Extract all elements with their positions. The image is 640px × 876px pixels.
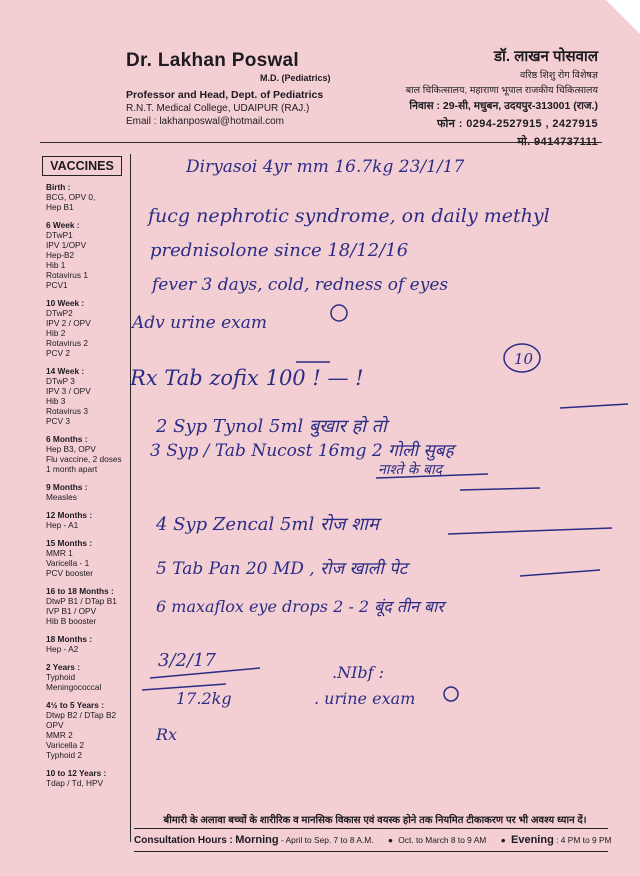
hindi-hospital: बाल चिकित्सालय, महाराणा भूपाल राजकीय चिकित्सालय xyxy=(405,85,598,96)
vaccine-item: Hib 3 xyxy=(46,396,66,406)
vaccine-age-heading: 10 Week : xyxy=(46,298,85,308)
vaccine-item: Hep B1 xyxy=(46,202,74,212)
doctor-name: Dr. Lakhan Poswal xyxy=(126,50,299,71)
hindi-address: निवास : 29-सी, मधुबन, उदयपुर-313001 (राज.) xyxy=(409,100,598,112)
vaccine-item: Varicella - 1 xyxy=(46,558,90,568)
vaccines-title: VACCINES xyxy=(42,156,122,176)
rx-line-med-3: 3 Syp / Tab Nucost 16mg 2 गोली सुबह xyxy=(150,441,454,461)
vaccine-item: DTwP 3 xyxy=(46,376,75,386)
vaccine-item: Varicella 2 xyxy=(46,740,85,750)
vaccine-age-heading: 6 Months : xyxy=(46,434,88,444)
followup-note: .NIbf : xyxy=(332,663,385,682)
vaccine-item: Dtwp B2 / DTap B2 xyxy=(46,710,117,720)
hindi-doctor-name: डॉ. लाखन पोसवाल xyxy=(493,48,598,65)
underline-mark-1 xyxy=(560,404,628,408)
vaccine-item: Hep - A2 xyxy=(46,644,79,654)
consultation-hours xyxy=(134,828,612,852)
morning-hours-2: Oct. to March 8 to 9 AM xyxy=(398,835,487,845)
rx-line-med-4: 4 Syp Zencal 5ml रोज शाम xyxy=(156,514,379,535)
vaccine-age-heading: Birth : xyxy=(46,182,71,192)
doctor-degree: M.D. (Pediatrics) xyxy=(260,73,331,83)
vaccine-item: DTwP1 xyxy=(46,230,73,240)
doctor-email: Email : lakhanposwal@hotmail.com xyxy=(126,116,284,127)
vaccine-age-heading: 16 to 18 Months : xyxy=(46,586,114,596)
vaccine-age-heading: 14 Week : xyxy=(46,366,85,376)
vaccine-item: Typhoid 2 xyxy=(46,750,82,760)
vaccine-item: MMR 2 xyxy=(46,730,73,740)
vaccine-item: Tdap / Td, HPV xyxy=(46,778,104,788)
vaccine-item: IPV 2 / OPV xyxy=(46,318,91,328)
vaccine-item: Rotavirus 2 xyxy=(46,338,88,348)
evening-label: Evening xyxy=(511,834,554,846)
rx-line-history: prednisolone since 18/12/16 xyxy=(150,240,409,261)
vaccine-item: Hib 2 xyxy=(46,328,66,338)
morning-hours-1: - April to Sep. 7 to 8 A.M. xyxy=(280,835,374,845)
vaccine-item: DtwP B1 / DTap B1 xyxy=(46,596,117,606)
doctor-post: Professor and Head, Dept. of Pediatrics xyxy=(126,89,324,101)
underline-mark-3 xyxy=(460,488,540,490)
footer-note: बीमारी के अलावा बच्चों के शारीरिक व मानसिक विकास एवं वयस्क होने तक नियमित टीकाकरण पर भी अवश्य ध्यान दें। xyxy=(163,815,587,826)
vaccine-item: IPV 3 / OPV xyxy=(46,386,91,396)
hindi-title: वरिष्ठ शिशु रोग विशेषज्ञ xyxy=(520,70,598,81)
vaccine-item: Rotavirus 3 xyxy=(46,406,88,416)
bullet-dot: ● xyxy=(387,835,393,845)
vaccine-item: IPV 1/OPV xyxy=(46,240,87,250)
vaccine-item: Hep - A1 xyxy=(46,520,79,530)
rx-line-diagnosis: fucg nephrotic syndrome, on daily methyl xyxy=(148,205,550,227)
vaccine-age-heading: 2 Years : xyxy=(46,662,80,672)
followup-weight: 17.2kg xyxy=(176,689,232,708)
hindi-mobile: मो. 9414737111 xyxy=(517,136,598,148)
followup-circle-mark xyxy=(444,687,458,701)
vaccine-item: 1 month apart xyxy=(46,464,98,474)
followup-advice: . urine exam xyxy=(314,689,416,708)
bullet-dot: ● xyxy=(500,835,506,845)
rx-duration: 10 xyxy=(514,350,534,368)
vaccine-item: Typhoid xyxy=(46,672,76,682)
vaccine-item: OPV xyxy=(46,720,64,730)
followup-date: 3/2/17 xyxy=(158,650,216,671)
rx-line-med-5: 5 Tab Pan 20 MD , रोज खाली पेट xyxy=(156,559,408,579)
evening-hours: : 4 PM to 9 PM xyxy=(556,835,612,845)
vaccine-item: Hib 1 xyxy=(46,260,66,270)
rx-line-advice: Adv urine exam xyxy=(132,313,267,333)
vaccine-item: PCV booster xyxy=(46,568,94,578)
vaccine-item: Hep-B2 xyxy=(46,250,75,260)
vaccine-age-heading: 12 Months : xyxy=(46,510,93,520)
vaccine-item: PCV1 xyxy=(46,280,68,290)
vaccine-age-heading: 18 Months : xyxy=(46,634,93,644)
vaccine-age-heading: 4½ to 5 Years : xyxy=(46,700,104,710)
vaccine-item: MMR 1 xyxy=(46,548,73,558)
vaccine-item: Rotavirus 1 xyxy=(46,270,88,280)
doctor-college: R.N.T. Medical College, UDAIPUR (RAJ.) xyxy=(126,103,310,114)
vaccine-item: PCV 2 xyxy=(46,348,70,358)
rx-line-patient: Diryasoi 4yr mm 16.7kg 23/1/17 xyxy=(186,157,465,177)
vaccine-item: BCG, OPV 0, xyxy=(46,192,96,202)
vaccine-age-heading: 15 Months : xyxy=(46,538,93,548)
consultation-label: Consultation Hours : xyxy=(134,835,233,846)
vaccine-item: DTwP2 xyxy=(46,308,73,318)
rx-line-med-6: 6 maxaflox eye drops 2 - 2 बूंद तीन बार xyxy=(156,597,444,616)
vaccine-item: Meningococcal xyxy=(46,682,102,692)
rx-line-med-1: Rx Tab zofix 100 ! — ! xyxy=(130,366,364,390)
vaccine-item: Hib B booster xyxy=(46,616,97,626)
vaccine-age-heading: 10 to 12 Years : xyxy=(46,768,107,778)
underline-mark-4 xyxy=(448,528,612,534)
rx-line-med-3-note: नाश्ते के बाद xyxy=(378,462,443,478)
followup-rx: Rx xyxy=(156,725,178,744)
vaccine-item: Flu vaccine, 2 doses xyxy=(46,454,122,464)
rx-line-med-2: 2 Syp Tynol 5ml बुखार हो तो xyxy=(156,416,387,437)
rx-line-complaints: fever 3 days, cold, redness of eyes xyxy=(152,275,449,295)
morning-label: Morning xyxy=(235,834,279,846)
vaccine-age-heading: 9 Months : xyxy=(46,482,88,492)
underline-mark-5 xyxy=(520,570,600,576)
vaccine-age-heading: 6 Week : xyxy=(46,220,80,230)
advice-circle-mark xyxy=(331,305,347,321)
vaccine-item: Hep B3, OPV xyxy=(46,444,96,454)
hindi-phone: फोन : 0294-2527915 , 2427915 xyxy=(437,118,598,130)
vaccine-item: PCV 3 xyxy=(46,416,70,426)
vaccine-item: Measles xyxy=(46,492,77,502)
vaccine-item: IVP B1 / OPV xyxy=(46,606,97,616)
